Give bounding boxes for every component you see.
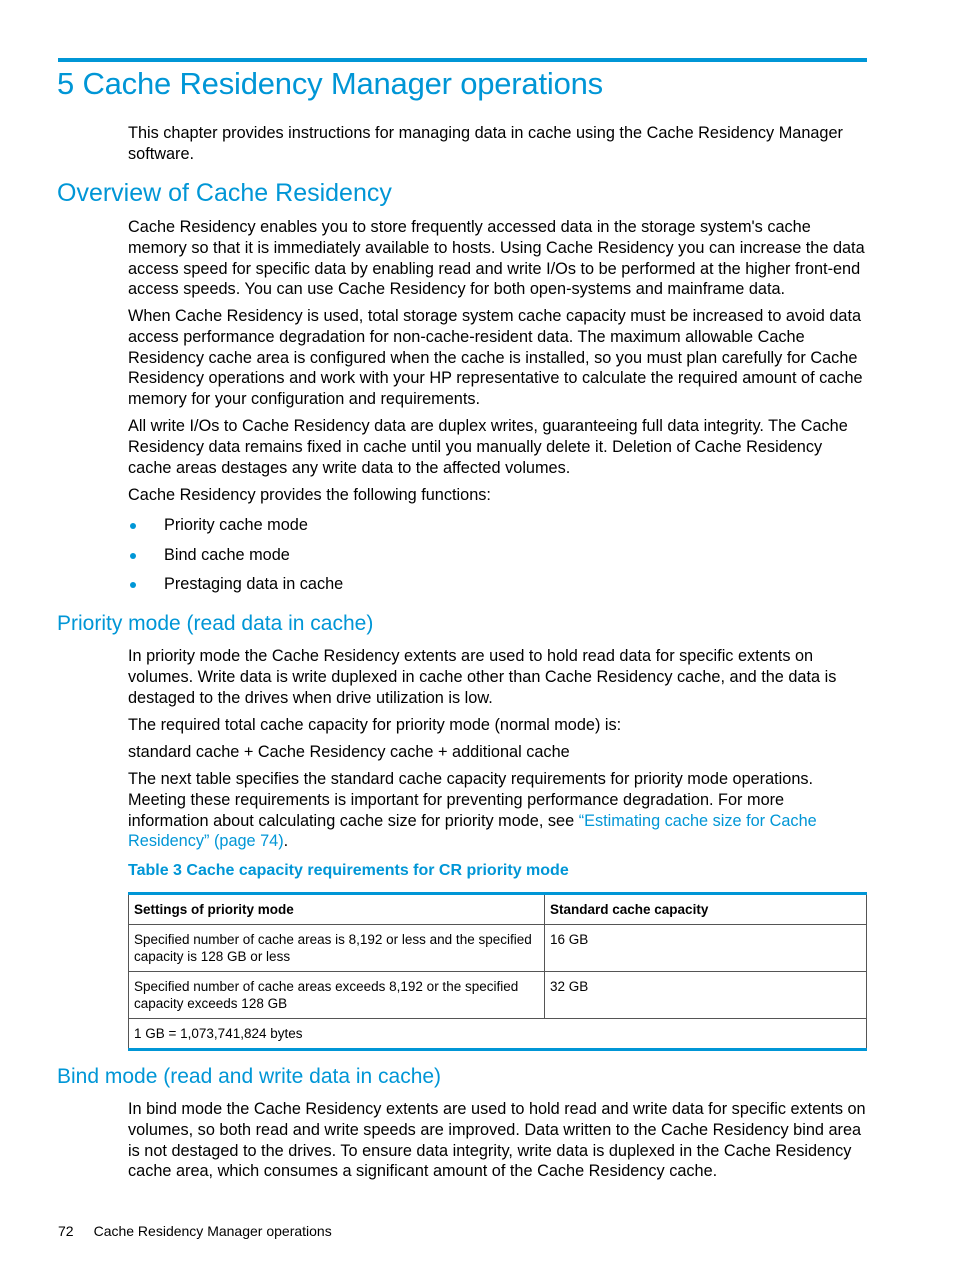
list-item: Bind cache mode: [128, 544, 343, 574]
table-cell: Specified number of cache areas is 8,192 or less and the specified capacity is 128 GB or less: [129, 925, 545, 972]
table-cell: 16 GB: [545, 925, 867, 972]
table-note-row: [129, 1019, 867, 1050]
page-number: 72: [58, 1223, 74, 1239]
priority-paragraph-2: The required total cache capacity for priority mode (normal mode) is:: [128, 716, 622, 734]
overview-paragraph-2: When Cache Residency is used, total storage system cache capacity must be increased to avoid data access performance degradation for non-cache-resident data. The maximum allowable Cache Residency cache area is configured when the cache is installed, so you must plan carefully for Cache Residency operations and work with your HP representative to calculate the required amount of cache memory for your configuration and requirements.: [128, 307, 863, 409]
table-row: [129, 972, 867, 1019]
overview-paragraph-4: Cache Residency provides the following functions:: [128, 486, 491, 504]
list-item: Priority cache mode: [128, 514, 343, 544]
bullet-icon: [130, 582, 136, 588]
table-cell: Specified number of cache areas exceeds 8,192 or the specified capacity exceeds 128 GB: [129, 972, 545, 1019]
chapter-title: 5 Cache Residency Manager operations: [57, 66, 603, 101]
page-footer: [58, 1223, 332, 1239]
priority-paragraph-4: The next table specifies the standard cache capacity requirements for priority mode operations. Meeting these requirements is important for preventing performance degradation. For more information about calculating cache size for priority mode, see “Estimating cache size for Cache Residency” (page 74).: [128, 770, 817, 851]
table-header: Settings of priority mode: [129, 894, 545, 925]
overview-heading: Overview of Cache Residency: [57, 179, 392, 207]
bind-paragraph-1: In bind mode the Cache Residency extents are used to hold read and write data for specific extents on volumes, so both read and write speeds are improved. Data written to the Cache Residency bind area is not destaged to the drives. To ensure data integrity, write data is duplexed in the Cache Residency cache area, which consumes a significant amount of the Cache Residency cache.: [128, 1100, 866, 1181]
priority-heading: Priority mode (read data in cache): [57, 612, 374, 635]
overview-paragraph-3: All write I/Os to Cache Residency data are duplex writes, guaranteeing full data integrity. The Cache Residency data remains fixed in cache until you manually delete it. Deletion of Cache Residency cache areas destages any write data to the affected volumes.: [128, 417, 848, 477]
cache-capacity-table: [128, 892, 867, 1051]
chapter-intro: This chapter provides instructions for managing data in cache using the Cache Residency Manager software.: [128, 124, 843, 163]
overview-paragraph-1: Cache Residency enables you to store frequently accessed data in the storage system's cache memory so that it is immediately available to hosts. Using Cache Residency you can increase the data access speed for specific data by enabling read and write I/Os to be performed at the higher front-end access speeds. You can use Cache Residency for both open-systems and mainframe data.: [128, 218, 865, 299]
table-row: [129, 925, 867, 972]
chapter-rule: [58, 58, 867, 62]
priority-formula: standard cache + Cache Residency cache + additional cache: [128, 743, 570, 761]
table-header-row: [129, 894, 867, 925]
table-caption: Table 3 Cache capacity requirements for CR priority mode: [128, 862, 569, 879]
list-item: Prestaging data in cache: [128, 573, 343, 603]
bullet-icon: [130, 553, 136, 559]
table-cell: 32 GB: [545, 972, 867, 1019]
estimating-cache-size-link[interactable]: “Estimating cache size for Cache Residency” (page 74): [128, 811, 817, 851]
table-note: 1 GB = 1,073,741,824 bytes: [129, 1019, 867, 1050]
footer-section: Cache Residency Manager operations: [93, 1223, 332, 1239]
bind-heading: Bind mode (read and write data in cache): [57, 1065, 442, 1088]
priority-paragraph-1: In priority mode the Cache Residency extents are used to hold read data for specific extents on volumes. Write data is write duplexed in cache other than Cache Residency cache, and the data is destaged to the drives when drive utilization is low.: [128, 647, 837, 707]
table-header: Standard cache capacity: [545, 894, 867, 925]
bullet-icon: [130, 523, 136, 529]
functions-list: [128, 514, 343, 603]
